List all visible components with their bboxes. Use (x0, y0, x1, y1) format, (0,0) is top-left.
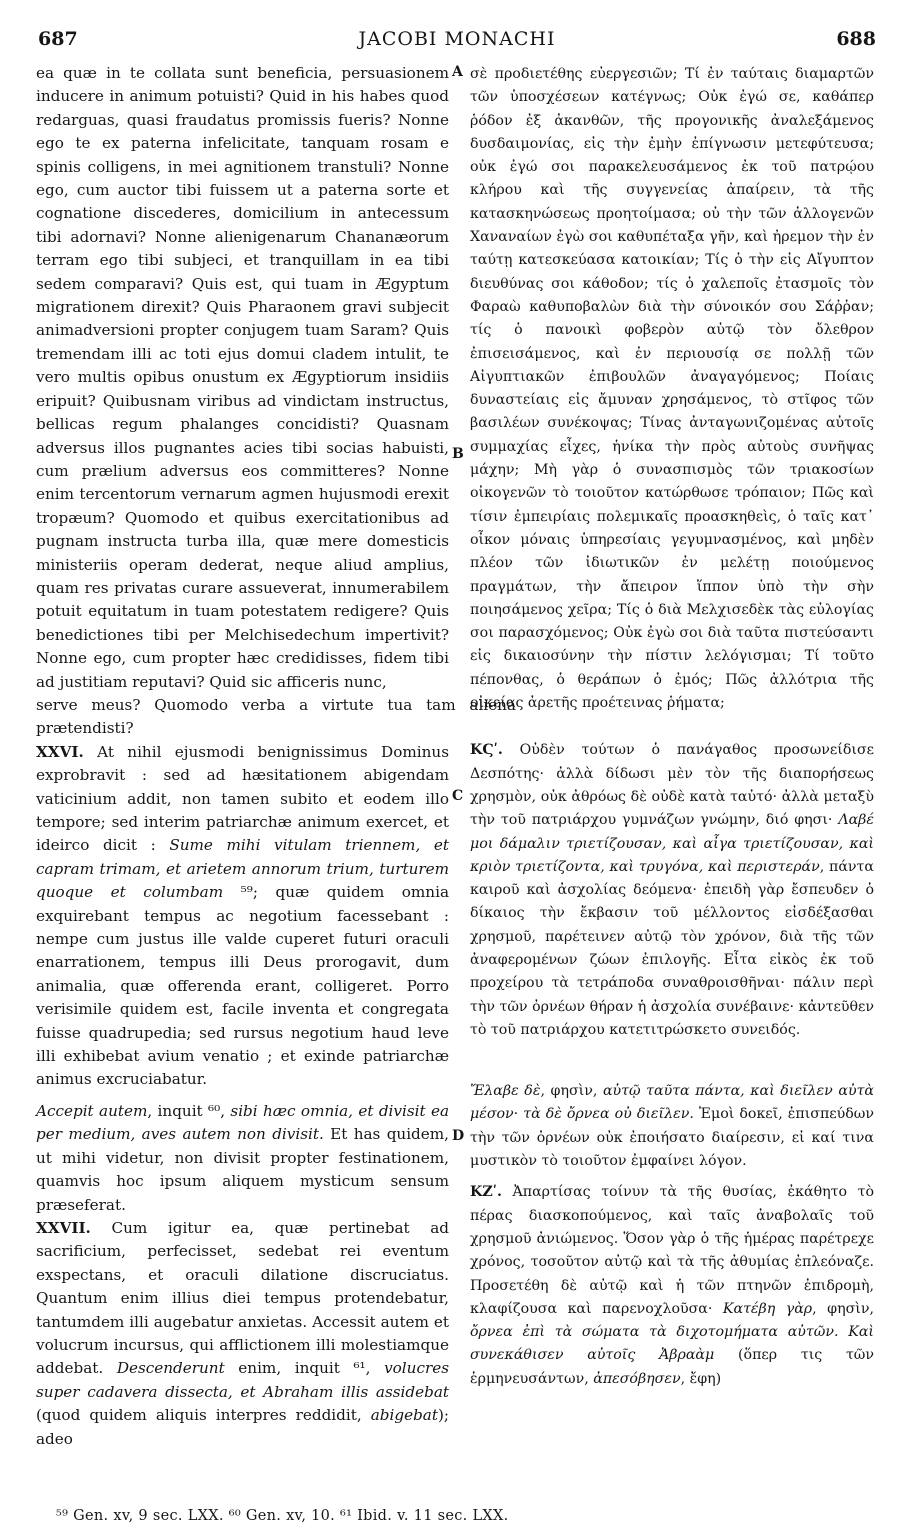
section-text: enim, inquit ⁶¹, (224, 1359, 385, 1378)
margin-marker-c: C (452, 788, 464, 804)
section-text: Οὐδὲν τούτων ὁ πανάγαθος προσωνείδισε Δεσπότης· ἀλλὰ δίδωσι μὲν τὸν τῆς διαπορήσεως χρησμὸν, οὐκ ἀθρόως δὲ οὐδὲ κατὰ ταὐτό· ἀλλὰ μεταξὺ τὴν τοῦ πατριάρχου γυμνάζων γνώμην, διό φησι· (470, 742, 874, 829)
running-title: JACOBI MONACHI (358, 28, 556, 50)
section-number: ΚϚʹ. (470, 742, 503, 759)
scripture-quote: sibi hæc omnia, et divisit ea per medium, aves autem non divisit. (36, 1101, 450, 1144)
section-number: XXVI. (36, 742, 84, 761)
section-text: Cum igitur ea, quæ pertinebat ad sacrificium, perfecisset, sedebat rei eventum exspectans, et oraculi dilatione discruciatus. Quantum enim illius diei tempus protendebatur, tantumdem illi augebatur anxietas. Accessit autem et volucrum incursus, qui afflictionem illi molestiamque addebat. (36, 1218, 449, 1378)
greek-section-26 (470, 739, 874, 1042)
scripture-quote: ὄρνεα ἐπὶ τὰ σώματα τὰ διχοτομήματα αὐτῶν. Καὶ συνεκάθισεν αὐτοῖς Ἀβραὰμ (470, 1324, 874, 1364)
section-text: (quod quidem aliquis interpres reddidit, (36, 1406, 371, 1425)
scripture-quote: abigebat (370, 1406, 438, 1425)
right-page-number: 688 (836, 28, 876, 50)
scripture-quote: volucres super cadavera dissecta, et Abraham illis assidebat (36, 1359, 449, 1401)
greek-quote-paragraph (470, 1080, 874, 1173)
scripture-quote: Ἔλαβε δὲ (470, 1083, 541, 1100)
section-number: XXVII. (36, 1218, 91, 1237)
left-page-number: 687 (38, 28, 78, 50)
scripture-quote: Κατέβη γὰρ (722, 1300, 813, 1317)
section-text: , πάντα καιροῦ καὶ ἀσχολίας δεόμενα· ἐπειδὴ γὰρ ἔσπευδεν ὁ δίκαιος τὴν ἔκβασιν τοῦ μέλλοντος εἰσδέξασθαι χρησμοῦ, παρέτεινεν αὐτῷ τὸν χρόνον, διὰ τῆς τῶν ἀναφερομένων ζώων ἐπιλογῆς. Εἶτα εἰκὸς ἐκ τοῦ προχείρου τὰ τετράποδα συναθροισθῆναι· πάλιν περὶ τὴν τῶν ὀρνέων θήραν ἡ ἀσχολία συνέβαινε· κἀντεῦθεν τὸ τοῦ πατριάρχου κατετιτρώσκετο συνειδός. (470, 858, 874, 1038)
latin-section-26 (36, 741, 449, 1092)
greek-column (470, 63, 874, 1391)
scripture-quote: Accepit autem (36, 1101, 148, 1120)
latin-paragraph-1-tail: serve meus? Quomodo verba a virtute tua tam aliena prætendisti? (36, 695, 516, 738)
latin-section-27 (36, 1217, 449, 1451)
scripture-quote: Λαβέ μοι δάμαλιν τριετίζουσαν, καὶ αἶγα τριετίζουσαν, καὶ κριὸν τριετίζοντα, καὶ τρυγόνα, καὶ περιστεράν (470, 812, 874, 875)
greek-section-27 (470, 1181, 874, 1391)
footnote-ref: ⁵⁹ (223, 883, 253, 902)
greek-paragraph-1: σὲ προδιετέθης εὐεργεσιῶν; Τί ἐν ταύταις διαμαρτῶν τῶν ὑποσχέσεων κατέγνως; Οὐκ ἐγώ σε, καθάπερ ῥόδον ἐξ ἀκανθῶν, τῆς προγονικῆς ἀναλεξάμενος δυσδαιμονίας, εἰς τὴν ἐμὴν ἐπίγνωσιν μετεφύτευσα; οὐκ ἐγώ σοι παρακελευσάμενος ἐκ τοῦ πατρῴου κλήρου καὶ τῆς συγγενείας ἀπαίρειν, τὰ τῆς κατασκηνώσεως προητοίμασα; οὐ τὴν τῶν ἀλλογενῶν Χαναναίων ἐγὼ σοι καθυπέταξα γῆν, καὶ ἠρεμον τὴν ἐν ταύτῃ κατεσκεύασα κατοικίαν; Τίς ὁ τὴν εἰς Αἴγυπτον διευθύνας σοι κάθοδον; τίς ὁ χαλεποῖς ἐτασμοῖς τὸν Φαραὼ καθυποβαλὼν διὰ τὴν σύνοικόν σου Σάῤῥαν; τίς ὁ πανοικὶ φοβερὸν αὐτῷ τὸν ὄλεθρον ἐπισεισάμενος, καὶ ἐν περιουσίᾳ σε πολλῇ τῶν Αἰγυπτιακῶν ἐπιβουλῶν ἀναγαγόμενος; Ποίαις δυναστείαις εἰς ἄμυναν χρησάμενος, τὸ στῖφος τῶν βασιλέων συνέκοψας; Τίνας ἀνταγωνιζομένας αὐτοῖς συμμαχίας εἶχες, ἡνίκα τὴν πρὸς αὐτοὺς συνῆψας μάχην; Μὴ γὰρ ὁ συνασπισμὸς τῶν τριακοσίων οἰκογενῶν τὸ τοιοῦτον κατώρθωσε τρόπαιον; Πῶς καὶ τίσιν ἐμπειρίαις πολεμικαῖς προασκηθεὶς, ὁ ταῖς κατ᾽ οἶκον μόναις ὑπηρεσίαις γεγυμνασμένος, καὶ μηδὲν πλέον τῶν ἰδιωτικῶν ἐν μελέτῃ ποιούμενος πραγμάτων, τὴν ἄπειρον ἵππον ὑπὸ τὴν σὴν ποιησάμενος χεῖρα; Τίς ὁ διὰ Μελχισεδὲκ τὰς εὐλογίας σοι παρασχόμενος; Οὐκ ἐγὼ σοι διὰ ταῦτα πιστεύσαντι εἰς δικαιοσύνην τὴν πίστιν λελόγισμαι; Τί τοῦτο πέπονθας, ὁ θεράπων ὁ ἐμός; Πῶς ἀλλότρια τῆς οἰκείας ἀρετῆς προέτεινας ῥήματα; (470, 66, 874, 712)
scripture-quote: Descenderunt (116, 1359, 225, 1378)
section-text: At nihil ejusmodi benignissimus Dominus exprobravit : sed ad hæsitationem abigendam vaticinium addit, non tamen subito et eodem illo tempore; sed interim patriarchæ animum exercet, et ideirco dicit : (36, 742, 449, 855)
margin-marker-b: B (452, 446, 464, 462)
margin-marker-a: A (452, 64, 463, 80)
section-text: (ὅπερ τις τῶν ἑρμηνευσάντων, (470, 1347, 874, 1387)
section-text: Et has quidem, ut mihi videtur, non divisit propter festinationem, quamvis hoc ipsum aliquem mysticum sensum præseferat. (36, 1125, 449, 1214)
section-number: ΚΖʹ. (470, 1184, 502, 1201)
footnotes: ⁵⁹ Gen. xv, 9 sec. LXX. ⁶⁰ Gen. xv, 10. ⁶¹ Ibid. v. 11 sec. LXX. (56, 1508, 509, 1524)
section-text: ); adeo (36, 1406, 449, 1448)
section-text: , ἔφη) (680, 1370, 722, 1387)
margin-marker-d: D (452, 1128, 465, 1144)
latin-paragraph-1: ea quæ in te collata sunt beneficia, persuasionem inducere in animum potuisti? Quid in his habes quod redarguas, quasi fraudatus promissis fueris? Nonne ego te ex paterna infelicitate, tanquam rosam e spinis colligens, in mei agnitionem transtuli? Nonne ego, cum auctor tibi fuissem ut a paterna sorte et cognatione discederes, domicilium in antecessum tibi adornavi? Nonne alienigenarum Chananæorum terram ego tibi subjeci, et tranquillam in ea tibi sedem comparavi? Quis est, qui tuam in Ægyptum migrationem direxit? Quis Pharaonem gravi subjecit animadversioni propter conjugem tuam Saram? Quis tremendam illi ac toti ejus domui cladem intulit, te vero multis opibus onustum ex Ægyptiorum insidiis eripuit? Quibusnam viribus ad vindictam instructus, bellicas regum phalanges concidisti? Quasnam adversus illos pugnantes acies tibi socias habuisti, cum prælium adversus eos committeres? Nonne enim tercentorum vernarum agmen hujusmodi erexit tropæum? Quomodo et quibus exercitationibus ad pugnam instructa turba illa, quæ mere domesticis ministeriis operam dederat, neque aliud amplius, quam res privatas curare assueverat, innumerabilem potuit equitatum in tuam potestatem redigere? Quis benedictiones tibi per Melchisedechum impertivit? Nonne ego, cum propter hæc credidisses, fidem tibi ad justitiam reputavi? Quid sic afficeris nunc, (36, 64, 449, 691)
page-header (38, 28, 876, 52)
section-text: ; quæ quidem omnia exquirebant tempus ac negotium facessebant : nempe cum justus ille valde cuperet futuri oraculi enarrationem, tempus illi Deus prorogavit, dum animalia, quæ offerenda erant, colligeret. Porro verisimile quidem est, facile inventa et congregata fuisse quadrupedia; sed rursus negotium haud leve illi exhibebat avium venatio ; et exinde patriarchæ animus excruciabatur. (36, 883, 449, 1089)
section-text: , φησὶν, (812, 1300, 874, 1317)
section-text: , φησὶν, (540, 1083, 603, 1100)
scripture-quote: ἀπεσόβησεν (593, 1370, 681, 1387)
scripture-quote: αὐτῷ ταῦτα πάντα, καὶ διεῖλεν αὐτὰ μέσον· τὰ δὲ ὄρνεα οὐ διεῖλεν. (470, 1083, 875, 1123)
section-text: Ἀπαρτίσας τοίνυν τὰ τῆς θυσίας, ἐκάθητο τὸ πέρας διασκοπούμενος, καὶ ταῖς ἀναβολαῖς τοῦ χρησμοῦ ἀνιώμενος. Ὅσον γὰρ ὁ τῆς ἡμέρας παρέτρεχε χρόνος, τοσοῦτον αὐτῷ καὶ τὰ τῆς ἀθυμίας ἐπλεόναζε. Προσετέθη δὲ αὐτῷ καὶ ἡ τῶν πτηνῶν ἐπιδρομὴ, κλαφίζουσα καὶ παρενοχλοῦσα· (470, 1184, 874, 1317)
scripture-quote: Sume mihi vitulam triennem, et capram trimam, et arietem annorum trium, turturem quoque et columbam (36, 836, 449, 902)
section-text: , inquit ⁶⁰, (147, 1101, 231, 1120)
latin-quote-paragraph (36, 1100, 449, 1217)
section-text: Ἐμοὶ δοκεῖ, ἐπισπεύδων τὴν τῶν ὀρνέων οὐκ ἐποιήσατο διαίρεσιν, εἰ καί τινα μυστικὸν τὸ τοιοῦτον ἐμφαίνει λόγον. (470, 1106, 874, 1170)
